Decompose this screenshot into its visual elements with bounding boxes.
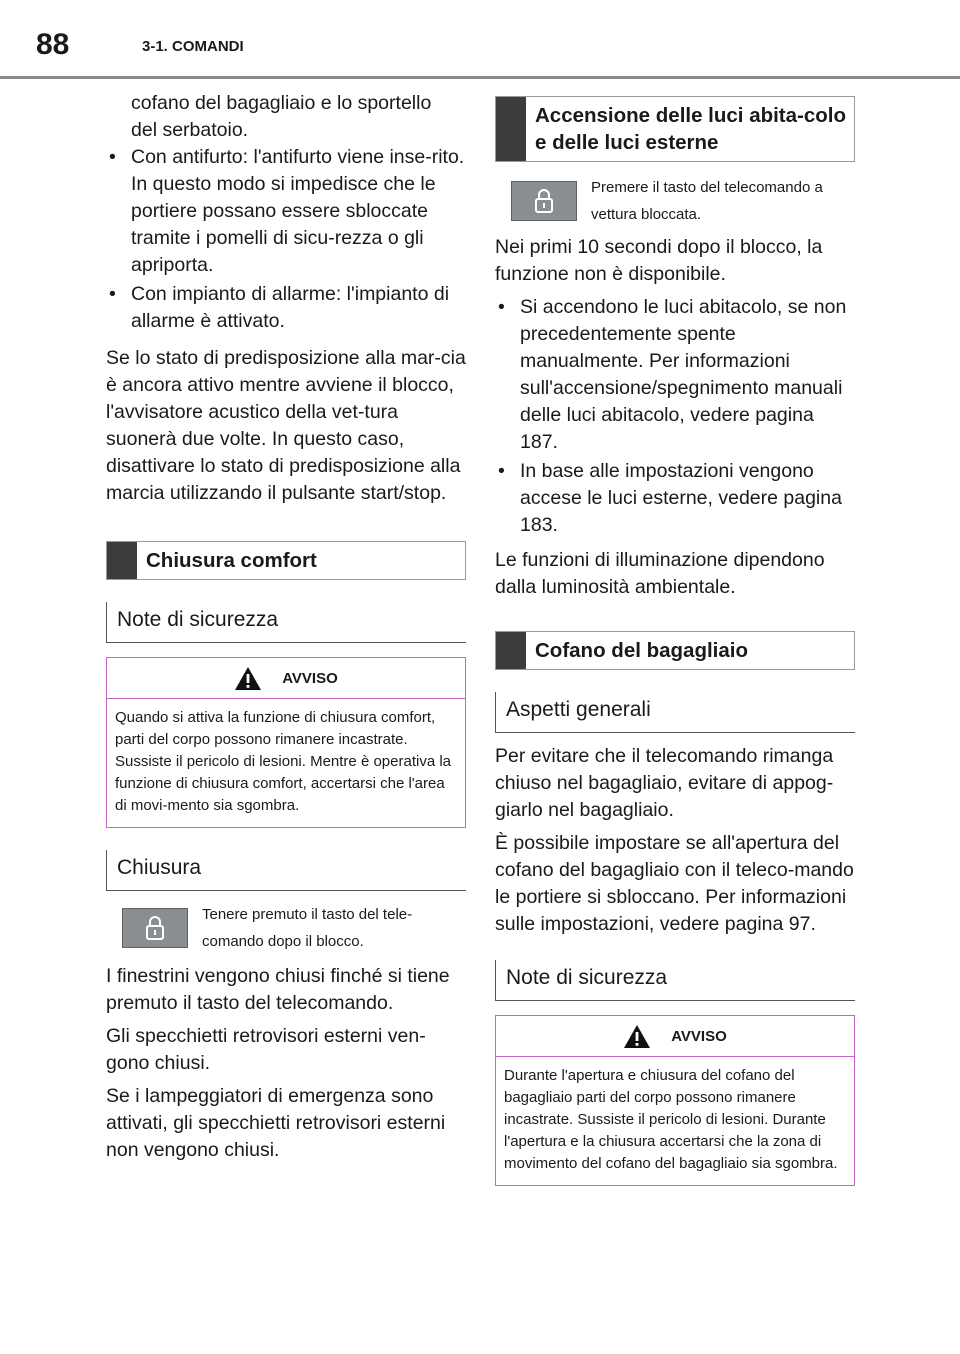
heading-cofano-bagagliaio xyxy=(495,631,855,670)
right-column xyxy=(495,96,855,1186)
heading-text: Chiusura comfort xyxy=(146,549,317,572)
warning-box xyxy=(106,657,466,828)
paragraph: Per evitare che il telecomando rimanga chiuso nel bagagliaio, evitare di appog-giarlo nel bagagliaio. xyxy=(495,745,834,821)
warning-header xyxy=(107,658,465,699)
remote-lock-button xyxy=(511,181,577,221)
bullet-item: • Con impianto di allarme: l'impianto di allarme è attivato. xyxy=(106,281,466,335)
page-number: 88 xyxy=(36,28,70,61)
paragraph: Nei primi 10 secondi dopo il blocco, la funzione non è disponibile. xyxy=(495,236,823,285)
bullet-item: • Si accendono le luci abitacolo, se non precedentemente spente manualmente. Per informazioni sull'accensione/spegnimento manuali delle luci abitacolo, vedere pagina 187. xyxy=(495,294,855,456)
warning-label: AVVISO xyxy=(671,1027,727,1045)
bullet-item: • In base alle impostazioni vengono accese le luci esterne, vedere pagina 183. xyxy=(495,458,855,539)
warning-text: Durante l'apertura e chiusura del cofano del bagagliaio parti del corpo possono rimanere incastrate. Sussiste il pericolo di lesioni. Durante l'apertura e la chiusura accertarsi che la zona di movimento del cofano del bagagliaio sia sgombra. xyxy=(504,1067,838,1172)
subheading-note-sicurezza: Note di sicurezza xyxy=(106,602,466,643)
paragraph: Se lo stato di predisposizione alla mar-cia è ancora attivo mentre avviene il blocco, l'avvisatore acustico della vet-tura suonerà due volte. In questo caso, disattivare lo stato di predisposizione alla marcia utilizzando il pulsante start/stop. xyxy=(106,347,466,504)
heading-chiusura-comfort xyxy=(106,541,466,580)
warning-text: Quando si attiva la funzione di chiusura comfort, parti del corpo possono rimanere incastrate. Sussiste il pericolo di lesioni. Mentre è operativa la funzione di chiusura comfort, accertarsi che l'area di movi-mento sia sgombra. xyxy=(115,709,451,814)
header-divider xyxy=(0,76,960,79)
paragraph: Le funzioni di illuminazione dipendono dalla luminosità ambientale. xyxy=(495,549,825,598)
heading-accensione-luci xyxy=(495,96,855,162)
paragraph: È possibile impostare se all'apertura del cofano del bagagliaio con il teleco-mando le portiere si sbloccano. Per informazioni sulle impostazioni, vedere pagina 97. xyxy=(495,832,854,935)
bullet-item: • Con antifurto: l'antifurto viene inse-rito. In questo modo si impedisce che le portiere possano essere sbloccate tramite i pomelli di sicu-rezza o gli apriporta. xyxy=(106,144,466,279)
heading-bar xyxy=(496,632,526,669)
warning-triangle-icon xyxy=(623,1024,651,1049)
paragraph: Se i lampeggiatori di emergenza sono attivati, gli specchietti retrovisori esterni non vengono chiusi. xyxy=(106,1085,446,1161)
warning-box xyxy=(495,1015,855,1186)
paragraph: I finestrini vengono chiusi finché si tiene premuto il tasto del telecomando. xyxy=(106,965,450,1014)
instruction-row xyxy=(122,901,466,955)
subheading-note-sicurezza: Note di sicurezza xyxy=(495,960,855,1001)
warning-header xyxy=(496,1016,854,1057)
continued-line: cofano del bagagliaio e lo sportello xyxy=(131,92,432,114)
instruction-text: Premere il tasto del telecomando a vettura bloccata. xyxy=(591,179,823,223)
warning-triangle-icon xyxy=(234,666,262,691)
remote-lock-button xyxy=(122,908,188,948)
page-header xyxy=(0,0,960,80)
continued-line: del serbatoio. xyxy=(131,119,249,141)
heading-text: Accensione delle luci abita-colo e delle luci esterne xyxy=(535,104,847,154)
heading-bar xyxy=(496,97,526,161)
section-title: 3-1. COMANDI xyxy=(142,38,244,55)
lock-icon xyxy=(533,188,555,214)
instruction-text: Tenere premuto il tasto del tele-comando dopo il blocco. xyxy=(202,906,413,950)
left-column xyxy=(106,90,466,1170)
paragraph: Gli specchietti retrovisori esterni ven-gono chiusi. xyxy=(106,1025,426,1074)
heading-bar xyxy=(107,542,137,579)
warning-label: AVVISO xyxy=(282,669,338,687)
lock-icon xyxy=(144,915,166,941)
heading-text: Cofano del bagagliaio xyxy=(535,639,748,662)
subheading-aspetti-generali: Aspetti generali xyxy=(495,692,855,733)
subheading-chiusura: Chiusura xyxy=(106,850,466,891)
instruction-row xyxy=(511,174,855,228)
